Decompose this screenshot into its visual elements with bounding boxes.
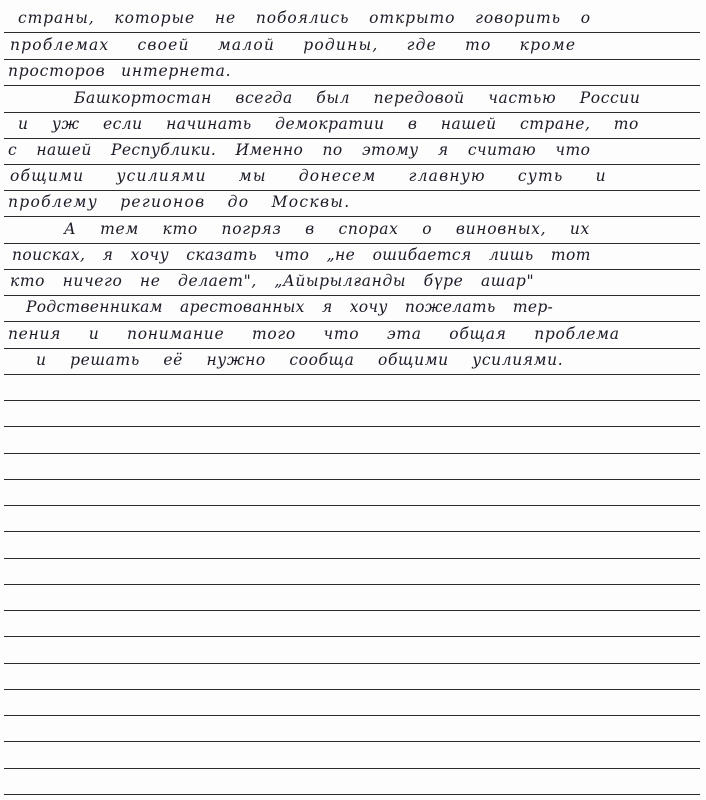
handwritten-line-7: общими усилиями мы донесем главную суть и (10, 167, 607, 185)
ruled-line (4, 636, 700, 637)
handwritten-line-5: и уж если начинать демократии в нашей стране, то (18, 115, 639, 133)
handwritten-line-3: просторов интернета. (8, 62, 232, 80)
handwritten-line-10: поисках, я хочу сказать что „не ошибается лишь тот (12, 246, 591, 264)
ruled-line (4, 453, 700, 454)
handwritten-line-4: Башкортостан всегда был передовой частью России (74, 89, 641, 107)
ruled-line (4, 715, 700, 716)
ruled-line (4, 400, 700, 401)
handwritten-line-9: А тем кто погряз в спорах о виновных, их (64, 220, 590, 238)
ruled-line (4, 558, 700, 559)
handwritten-line-12: Родственникам арестованных я хочу пожелать тер- (26, 298, 554, 316)
ruled-line (4, 531, 700, 532)
ruled-line (4, 505, 700, 506)
handwritten-line-8: проблему регионов до Москвы. (8, 193, 351, 211)
handwritten-line-14: и решать её нужно сообща общими усилиями. (36, 351, 564, 369)
ruled-line (4, 584, 700, 585)
handwritten-line-1: страны, которые не побоялись открыто говорить о (18, 9, 591, 27)
ruled-line (4, 768, 700, 769)
handwritten-line-6: с нашей Республики. Именно по этому я считаю что (8, 141, 591, 159)
ruled-line (4, 374, 700, 375)
ruled-line (4, 689, 700, 690)
ruled-line (4, 426, 700, 427)
ruled-line (4, 794, 700, 795)
ruled-line (4, 741, 700, 742)
ruled-line (4, 663, 700, 664)
handwritten-line-2: проблемах своей малой родины, где то кроме (10, 36, 577, 54)
ruled-line (4, 479, 700, 480)
handwritten-line-13: пения и понимание того что эта общая проблема (8, 325, 620, 343)
ruled-line (4, 610, 700, 611)
handwritten-line-11: кто ничего не делает", „Айырылғанды бүре ашар" (10, 272, 535, 290)
